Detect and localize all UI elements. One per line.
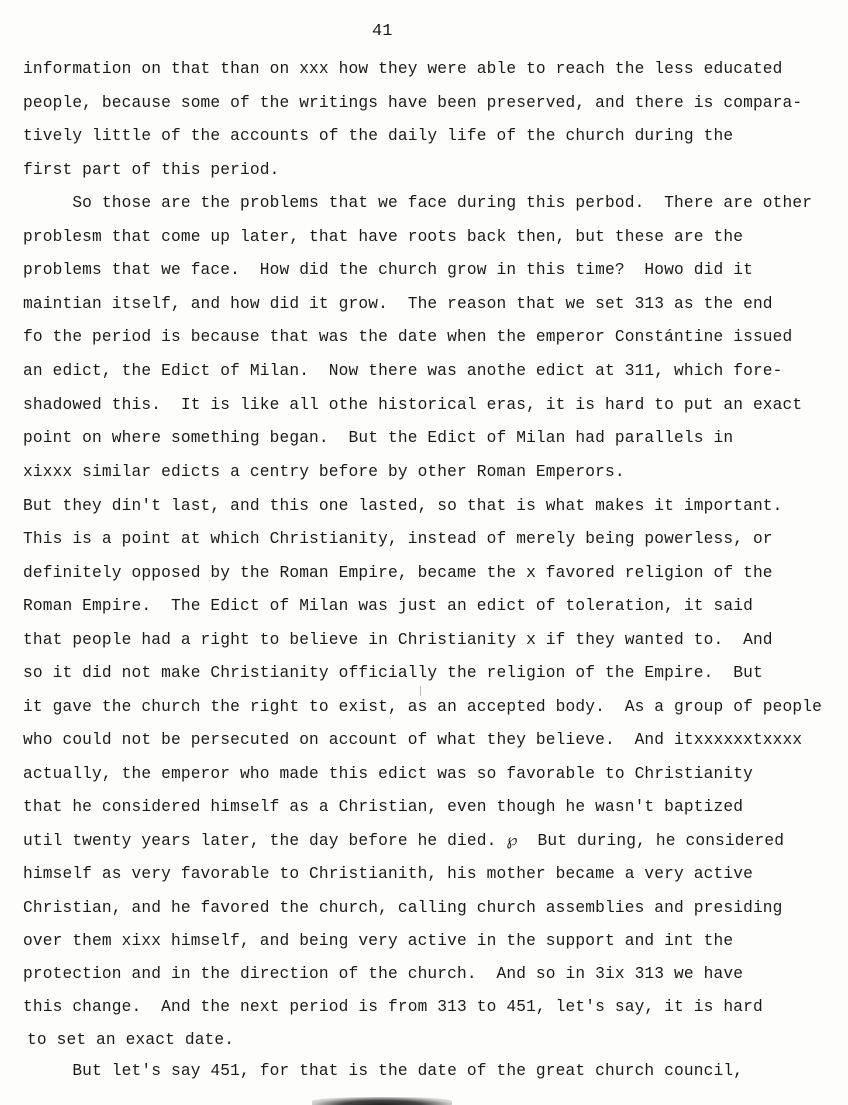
text-line: So those are the problems that we face during this perbod. There are other [23,194,813,212]
text-line: problesm that come up later, that have roots back then, but these are the [23,228,744,246]
text-line: information on that than on xxx how they were able to reach the less educated [23,60,783,78]
text-line: that people had a right to believe in Christianity x if they wanted to. And [23,631,773,649]
text-line: point on where something began. But the Edict of Milan had parallels in [23,429,734,447]
text-line: util twenty years later, the day before he died. ℘ But during, he considered [23,832,785,850]
text-line: maintian itself, and how did it grow. The reason that we set 313 as the end [23,295,773,313]
text-line: an edict, the Edict of Milan. Now there was anothe edict at 311, which fore- [23,362,783,380]
text-line: first part of this period. [23,161,280,179]
text-line: Roman Empire. The Edict of Milan was just an edict of toleration, it said [23,597,753,615]
page-number: 41 [372,22,393,41]
text-line: protection and in the direction of the church. And so in 3ix 313 we have [23,965,744,983]
text-line: so it did not make Christianity officially the religion of the Empire. But [23,664,763,682]
text-line: it gave the church the right to exist, as an accepted body. As a group of people [23,698,822,716]
text-line: definitely opposed by the Roman Empire, became the x favored religion of the [23,564,773,582]
text-line: But let's say 451, for that is the date of the great church council, [23,1062,744,1080]
scan-speck [420,686,421,696]
text-line: Christian, and he favored the church, calling church assemblies and presiding [23,899,783,917]
text-line: this change. And the next period is from 313 to 451, let's say, it is hard [23,998,763,1016]
text-line: himself as very favorable to Christianith, his mother became a very active [23,865,753,883]
text-line: xixxx similar edicts a centry before by other Roman Emperors. [23,463,625,481]
scan-smudge [312,1097,452,1105]
text-line: people, because some of the writings have been preserved, and there is compara- [23,94,803,112]
text-line: problems that we face. How did the church grow in this time? Howo did it [23,261,753,279]
text-line: This is a point at which Christianity, instead of merely being powerless, or [23,530,773,548]
text-line: shadowed this. It is like all othe historical eras, it is hard to put an exact [23,396,803,414]
text-line: to set an exact date. [27,1031,235,1049]
text-line: actually, the emperor who made this edict was so favorable to Christianity [23,765,753,783]
text-line: that he considered himself as a Christian, even though he wasn't baptized [23,798,744,816]
text-line: over them xixx himself, and being very active in the support and int the [23,932,734,950]
text-line: tively little of the accounts of the daily life of the church during the [23,127,734,145]
text-line: who could not be persecuted on account of what they believe. And itxxxxxxtxxxx [23,731,803,749]
text-line: But they din't last, and this one lasted, so that is what makes it important. [23,497,783,515]
text-line: fo the period is because that was the date when the emperor Constántine issued [23,328,793,346]
